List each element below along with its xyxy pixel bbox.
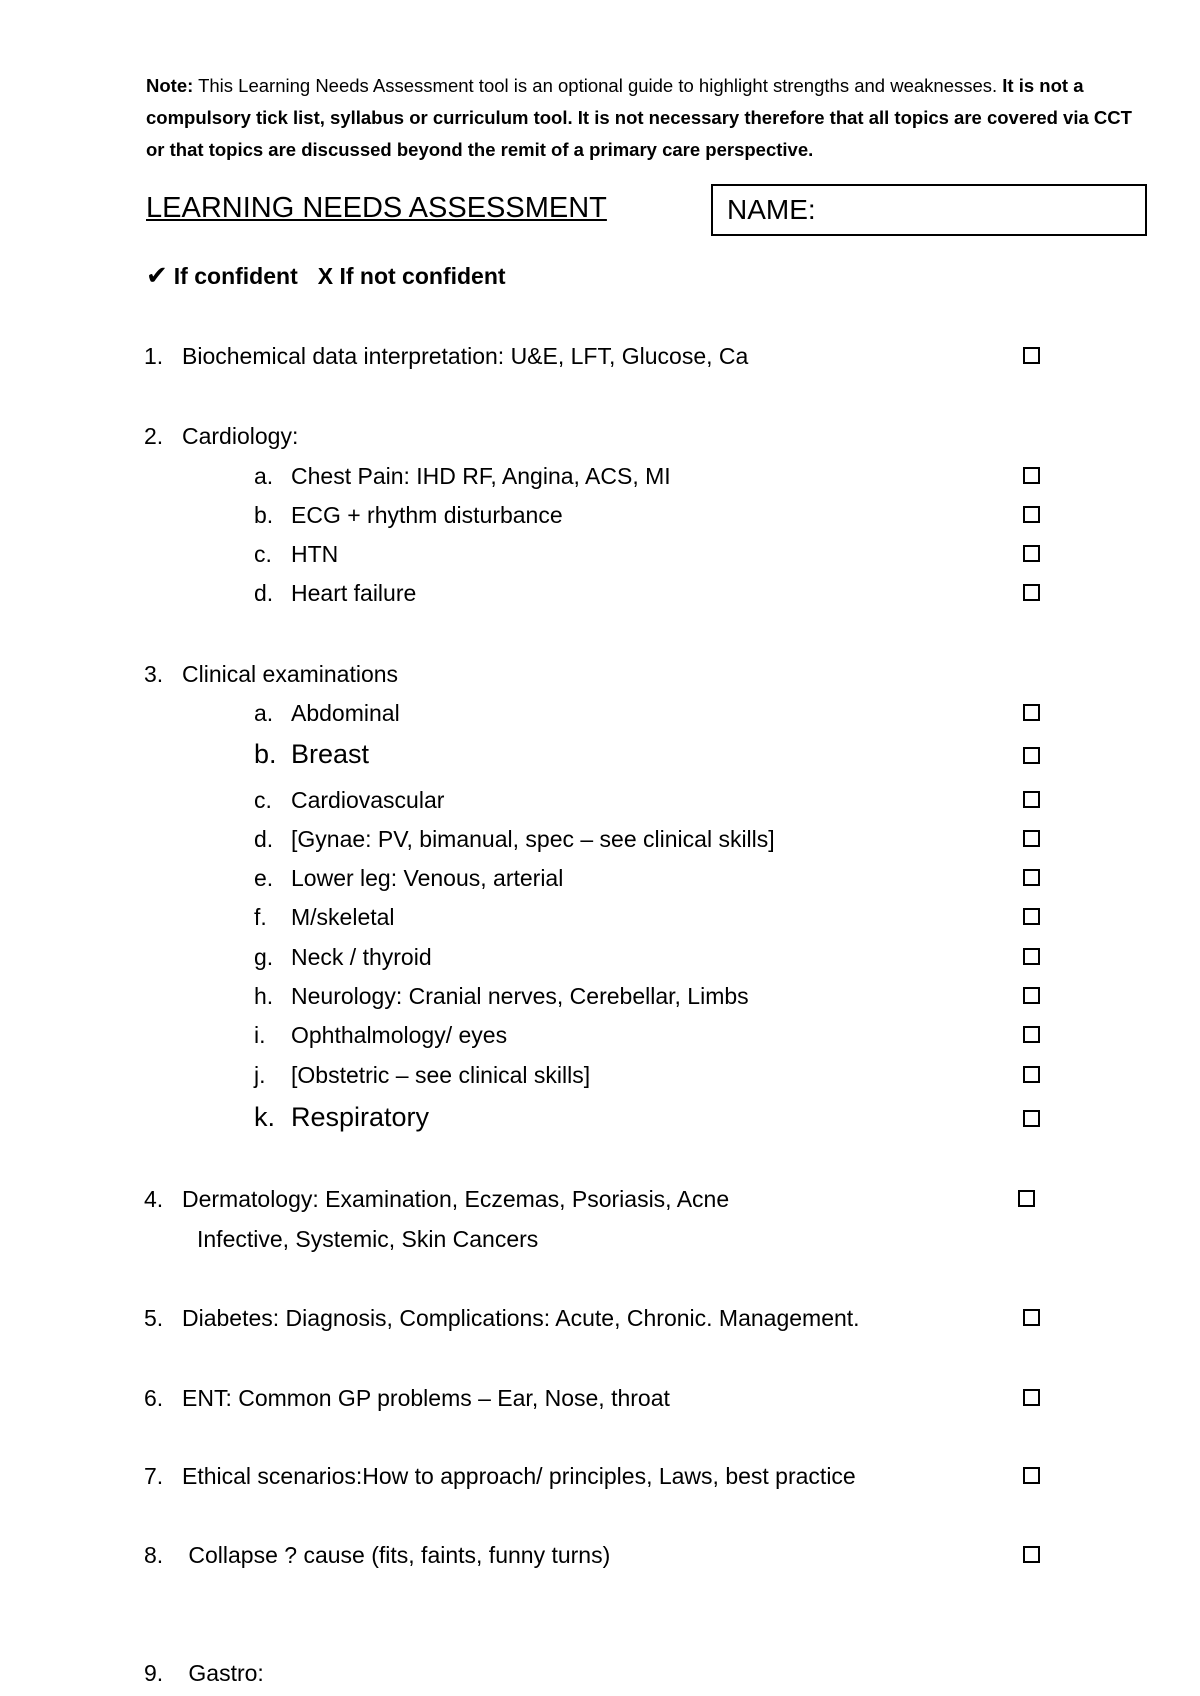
checkbox[interactable]: [1023, 1110, 1040, 1127]
item-letter: d.: [254, 826, 274, 852]
checkbox[interactable]: [1023, 1309, 1040, 1326]
item-text-continuation: Infective, Systemic, Skin Cancers: [197, 1226, 539, 1252]
item-letter: h.: [254, 983, 274, 1009]
item-number: 1.: [144, 343, 164, 369]
item-letter: i.: [254, 1022, 266, 1048]
checkbox[interactable]: [1018, 1190, 1035, 1207]
item-text: [Obstetric – see clinical skills]: [291, 1062, 591, 1088]
item-letter: j.: [254, 1062, 266, 1088]
checkbox[interactable]: [1023, 1026, 1040, 1043]
item-letter: k.: [254, 1102, 276, 1132]
item-letter: f.: [254, 904, 267, 930]
item-text: M/skeletal: [291, 904, 395, 930]
item-number: 4.: [144, 1186, 164, 1212]
item-text: Cardiovascular: [291, 787, 445, 813]
name-label: NAME:: [727, 194, 816, 225]
checkbox[interactable]: [1023, 467, 1040, 484]
checkbox[interactable]: [1023, 908, 1040, 925]
checkbox[interactable]: [1023, 747, 1040, 764]
item-number: 9.: [144, 1660, 164, 1686]
checkbox[interactable]: [1023, 347, 1040, 364]
item-letter: b.: [254, 739, 277, 769]
checkbox[interactable]: [1023, 545, 1040, 562]
item-text: Chest Pain: IHD RF, Angina, ACS, MI: [291, 463, 671, 489]
checkbox[interactable]: [1023, 1467, 1040, 1484]
note-bold-text: It is not a compulsory tick list, syllabus or curriculum tool. It is not necessary therefore that all topics are covered via CCT or that topics are discussed beyond the remit of a primary care perspective.: [146, 75, 1132, 160]
item-text: Heart failure: [291, 580, 417, 606]
item-number: 8.: [144, 1542, 164, 1568]
legend-not-confident: X If not confident: [317, 263, 506, 289]
item-letter: g.: [254, 944, 274, 970]
item-number: 5.: [144, 1305, 164, 1331]
checkbox[interactable]: [1023, 704, 1040, 721]
item-text: Ethical scenarios:How to approach/ principles, Laws, best practice: [182, 1463, 856, 1489]
checkbox[interactable]: [1023, 948, 1040, 965]
checkbox[interactable]: [1023, 869, 1040, 886]
item-text: ENT: Common GP problems – Ear, Nose, throat: [182, 1385, 670, 1411]
checkbox[interactable]: [1023, 1389, 1040, 1406]
item-text: [Gynae: PV, bimanual, spec – see clinical skills]: [291, 826, 775, 852]
confidence-legend: [146, 258, 506, 293]
item-letter: a.: [254, 463, 274, 489]
checkbox[interactable]: [1023, 830, 1040, 847]
checkbox[interactable]: [1023, 987, 1040, 1004]
name-field[interactable]: [711, 184, 1147, 236]
item-text: Ophthalmology/ eyes: [291, 1022, 508, 1048]
note-paragraph: [146, 70, 1136, 166]
item-letter: c.: [254, 787, 272, 813]
item-text: ECG + rhythm disturbance: [291, 502, 563, 528]
checkbox[interactable]: [1023, 506, 1040, 523]
item-number: 7.: [144, 1463, 164, 1489]
note-label: Note:: [146, 75, 194, 96]
item-letter: e.: [254, 865, 274, 891]
page-title: LEARNING NEEDS ASSESSMENT: [146, 192, 607, 224]
note-text: This Learning Needs Assessment tool is an optional guide to highlight strengths and weaknesses.: [193, 75, 1003, 96]
item-text: Clinical examinations: [182, 661, 399, 687]
item-text: HTN: [291, 541, 339, 567]
item-text: Abdominal: [291, 700, 400, 726]
item-text: Biochemical data interpretation: U&E, LFT, Glucose, Ca: [182, 343, 749, 369]
item-text: Lower leg: Venous, arterial: [291, 865, 564, 891]
item-text: Cardiology:: [182, 423, 299, 449]
item-letter: c.: [254, 541, 272, 567]
item-text: Neurology: Cranial nerves, Cerebellar, Limbs: [291, 983, 749, 1009]
item-text: Respiratory: [291, 1102, 430, 1132]
item-number: 6.: [144, 1385, 164, 1411]
item-number: 3.: [144, 661, 164, 687]
legend-confident: If confident: [173, 263, 298, 289]
item-text: Collapse ? cause (fits, faints, funny turns): [182, 1542, 611, 1568]
item-text: Gastro:: [182, 1660, 264, 1686]
item-text: Diabetes: Diagnosis, Complications: Acute, Chronic. Management.: [182, 1305, 860, 1331]
checkbox[interactable]: [1023, 584, 1040, 601]
item-letter: d.: [254, 580, 274, 606]
item-letter: b.: [254, 502, 274, 528]
item-number: 2.: [144, 423, 164, 449]
item-text: Breast: [291, 739, 370, 769]
checkbox[interactable]: [1023, 1066, 1040, 1083]
item-text: Dermatology: Examination, Eczemas, Psoriasis, Acne: [182, 1186, 730, 1212]
tick-icon: ✔: [146, 260, 168, 290]
item-text: Neck / thyroid: [291, 944, 432, 970]
item-letter: a.: [254, 700, 274, 726]
checkbox[interactable]: [1023, 791, 1040, 808]
checkbox[interactable]: [1023, 1546, 1040, 1563]
